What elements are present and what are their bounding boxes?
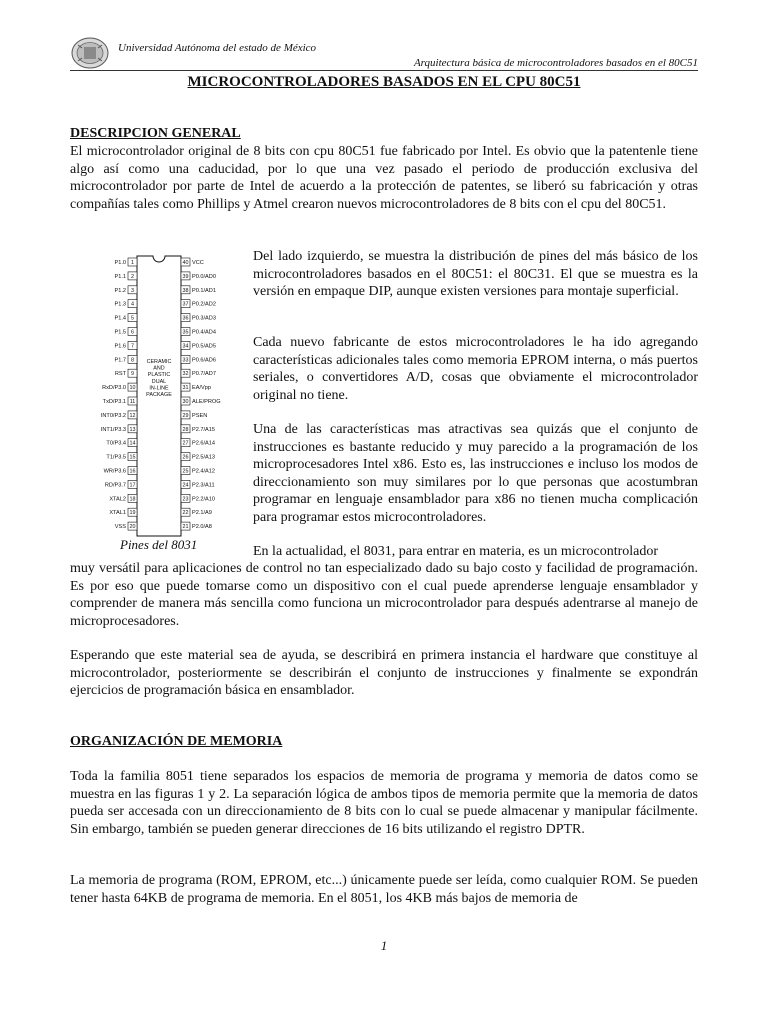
pin-label-7: P1.6 [114, 343, 126, 350]
pin-label-34: P0.5/AD5 [192, 343, 216, 350]
pin-number-37: 37 [182, 301, 189, 308]
pin-label-27: P2.6/A14 [192, 440, 216, 447]
pin-number-33: 33 [182, 357, 189, 364]
pin-number-9: 9 [131, 371, 134, 378]
pin-number-35: 35 [182, 329, 189, 336]
pin-number-20: 20 [129, 524, 136, 531]
pin-label-37: P0.2/AD2 [192, 301, 216, 308]
pin-label-4: P1.3 [114, 301, 126, 308]
pin-number-28: 28 [182, 426, 189, 433]
pin-label-14: T0/P3.4 [106, 440, 126, 447]
pin-label-25: P2.4/A12 [192, 468, 216, 475]
paragraph-pinout: Del lado izquierdo, se muestra la distribución de pines del más básico de los microcontroladores basados en el 80C51: el 80C31. El que se muestra es la versión en empaque DIP, aunque existen versiones para montaje superficial. [253, 249, 698, 299]
paragraph-material: Esperando que este material sea de ayuda, se describirá en primera instancia el hardware que constituye al microcontrolador, posteriormente se describirán el conjunto de instrucciones y finalmente se expondrán ejercicios de programación básica en ensamblador. [70, 648, 698, 698]
pin-number-5: 5 [131, 315, 134, 322]
pin-label-16: WR/P3.6 [103, 468, 126, 475]
document-subtitle: Arquitectura básica de microcontroladores basados en el 80C51 [413, 57, 698, 69]
pin-number-2: 2 [131, 273, 134, 280]
pin-number-21: 21 [182, 524, 189, 531]
section-heading-general: DESCRIPCION GENERAL [70, 126, 241, 141]
paragraph-memory-spaces: Toda la familia 8051 tiene separados los espacios de memoria de programa y memoria de datos como se muestra en las figuras 1 y 2. La separación lógica de ambos tipos de memoria permite que la memoria de datos pueda ser accesada con un direccionamiento de 8 bits con lo cual se puede almacenar y manipular fácilmente. Sin embargo, también se pueden generar direcciones de 16 bits utilizando el registro DPTR. [70, 769, 698, 837]
pin-number-6: 6 [131, 329, 134, 336]
package-label-line: IN-LINE [149, 385, 169, 392]
pin-label-31: EA/Vpp [192, 385, 211, 392]
pin-label-1: P1.0 [114, 260, 126, 266]
pin-number-25: 25 [182, 468, 189, 475]
pin-label-24: P2.3/A11 [192, 482, 215, 489]
pin-label-23: P2.2/A10 [192, 496, 216, 503]
pin-label-35: P0.4/AD4 [192, 329, 216, 336]
pin-number-34: 34 [182, 343, 189, 350]
pin-number-30: 30 [182, 399, 189, 405]
pin-label-3: P1.2 [114, 287, 126, 294]
pin-label-9: RST [114, 371, 126, 378]
pin-number-27: 27 [182, 440, 189, 447]
package-label-line: AND [153, 365, 165, 372]
pin-label-26: P2.5/A13 [192, 454, 216, 461]
pin-number-10: 10 [129, 385, 136, 392]
pin-label-29: PSEN [192, 412, 208, 419]
pin-number-8: 8 [131, 357, 134, 364]
pin-label-36: P0.3/AD3 [192, 315, 216, 322]
pin-label-20: VSS [114, 524, 126, 531]
page-number: 1 [380, 938, 388, 953]
pin-label-12: INT0/P3.2 [100, 412, 126, 419]
pin-number-12: 12 [129, 412, 136, 419]
pin-number-26: 26 [182, 454, 189, 461]
pin-number-19: 19 [129, 510, 136, 517]
pin-number-38: 38 [182, 287, 189, 294]
pin-label-38: P0.1/AD1 [192, 287, 216, 294]
pin-label-32: P0.7/AD7 [192, 371, 216, 378]
pin-label-33: P0.6/AD6 [192, 357, 216, 364]
header-divider [70, 70, 698, 71]
pin-number-39: 39 [182, 273, 189, 280]
pin-number-29: 29 [182, 412, 189, 419]
pin-number-31: 31 [182, 385, 189, 392]
paragraph-instructions: Una de las características mas atractivas sea quizás que el conjunto de instrucciones es bastante reducido y muy parecido a la programación de los microprocesadores Intel x86. Esto es, las instrucciones e incluso los modos de direccionamiento son muy similares por lo que personas que acostumbran programar en lenguaje ensamblador para x86 no tienen mucha complicación para programar estos microcontroladores. [253, 422, 698, 525]
package-label-line: PACKAGE [146, 392, 172, 398]
pin-label-18: XTAL2 [109, 496, 126, 503]
pin-label-19: XTAL1 [109, 510, 126, 517]
paragraph-8031: muy versátil para aplicaciones de control no tan especializado dado su bajo costo y facilidad de programación. Es por eso que puede tomarse como un dispositivo con el cual puede aprenderse lenguaje ensamblador y comprender de manera más sencilla como funciona un microcontrolador para después adentrarse al manejo de microprocesadores. [70, 561, 698, 629]
package-label-line: PLASTIC [147, 372, 171, 379]
pin-label-11: TxD/P3.1 [102, 399, 126, 405]
pin-label-8: P1.7 [114, 357, 126, 364]
pin-number-17: 17 [129, 482, 136, 489]
pin-number-36: 36 [182, 315, 189, 322]
pin-number-40: 40 [182, 260, 189, 266]
pin-label-10: RxD/P3.0 [102, 385, 126, 392]
pin-label-5: P1.4 [114, 315, 126, 322]
pin-number-15: 15 [129, 454, 136, 461]
page-title: MICROCONTROLADORES BASADOS EN EL CPU 80C51 [187, 74, 581, 90]
pin-label-17: RD/P3.7 [104, 482, 126, 489]
figure-caption: Pines del 8031 [120, 537, 198, 552]
pin-number-18: 18 [129, 496, 136, 503]
paragraph-program-memory: La memoria de programa (ROM, EPROM, etc...) únicamente puede ser leída, como cualquier ROM. Se pueden tener hasta 64KB de programa de memoria. En el 8051, los 4KB más bajos de memoria de [70, 873, 698, 906]
pin-number-22: 22 [182, 510, 189, 517]
pin-number-1: 1 [131, 260, 134, 266]
pin-number-14: 14 [129, 440, 136, 447]
pin-label-2: P1.1 [114, 273, 126, 280]
pin-number-11: 11 [129, 399, 136, 405]
pin-label-40: VCC [192, 260, 204, 266]
pin-number-13: 13 [129, 426, 136, 433]
pin-number-24: 24 [182, 482, 189, 489]
pin-label-21: P2.0/A8 [192, 524, 212, 531]
pin-label-39: P0.0/AD0 [192, 273, 216, 280]
university-name: Universidad Autónoma del estado de México [118, 42, 317, 54]
university-seal-logo [70, 36, 110, 70]
pin-number-3: 3 [131, 287, 134, 294]
pin-label-28: P2.7/A15 [192, 426, 216, 433]
paragraph-intro: El microcontrolador original de 8 bits con cpu 80C51 fue fabricado por Intel. Es obvio que la patentenle tiene algo así como una caducidad, por lo que una vez pasado el periodo de producción exclusiva del microcontrolador por parte de Intel de acuerdo a la protección de patentes, se liberó su fabricación y otras compañías tales como Phillips y Atmel crearon nuevos microcontroladores de 8 bits con el cpu del 80C51. [70, 144, 698, 212]
paragraph-manufacturers: Cada nuevo fabricante de estos microcontroladores le ha ido agregando características adicionales tales como memoria EPROM interna, o más puertos seriales, o convertidores A/D, cosas que obviamente el microcontrolador original no tiene. [253, 335, 698, 403]
package-label-line: DUAL [151, 378, 167, 385]
pin-label-15: T1/P3.5 [106, 454, 126, 461]
section-heading-memory: ORGANIZACIÓN DE MEMORIA [70, 734, 283, 749]
pin-label-30: ALE/PROG [192, 399, 221, 405]
pin-label-22: P2.1/A9 [192, 510, 212, 517]
pin-number-7: 7 [131, 343, 134, 350]
paragraph-8031-lead: En la actualidad, el 8031, para entrar en materia, es un microcontrolador [253, 544, 659, 559]
pinout-figure [85, 250, 245, 540]
pin-number-4: 4 [131, 301, 134, 308]
package-label-line: CERAMIC [146, 359, 172, 365]
pin-label-6: P1.5 [114, 329, 126, 336]
pin-number-32: 32 [182, 371, 189, 378]
pin-number-16: 16 [129, 468, 136, 475]
pin-label-13: INT1/P3.3 [100, 426, 126, 433]
pin-number-23: 23 [182, 496, 189, 503]
